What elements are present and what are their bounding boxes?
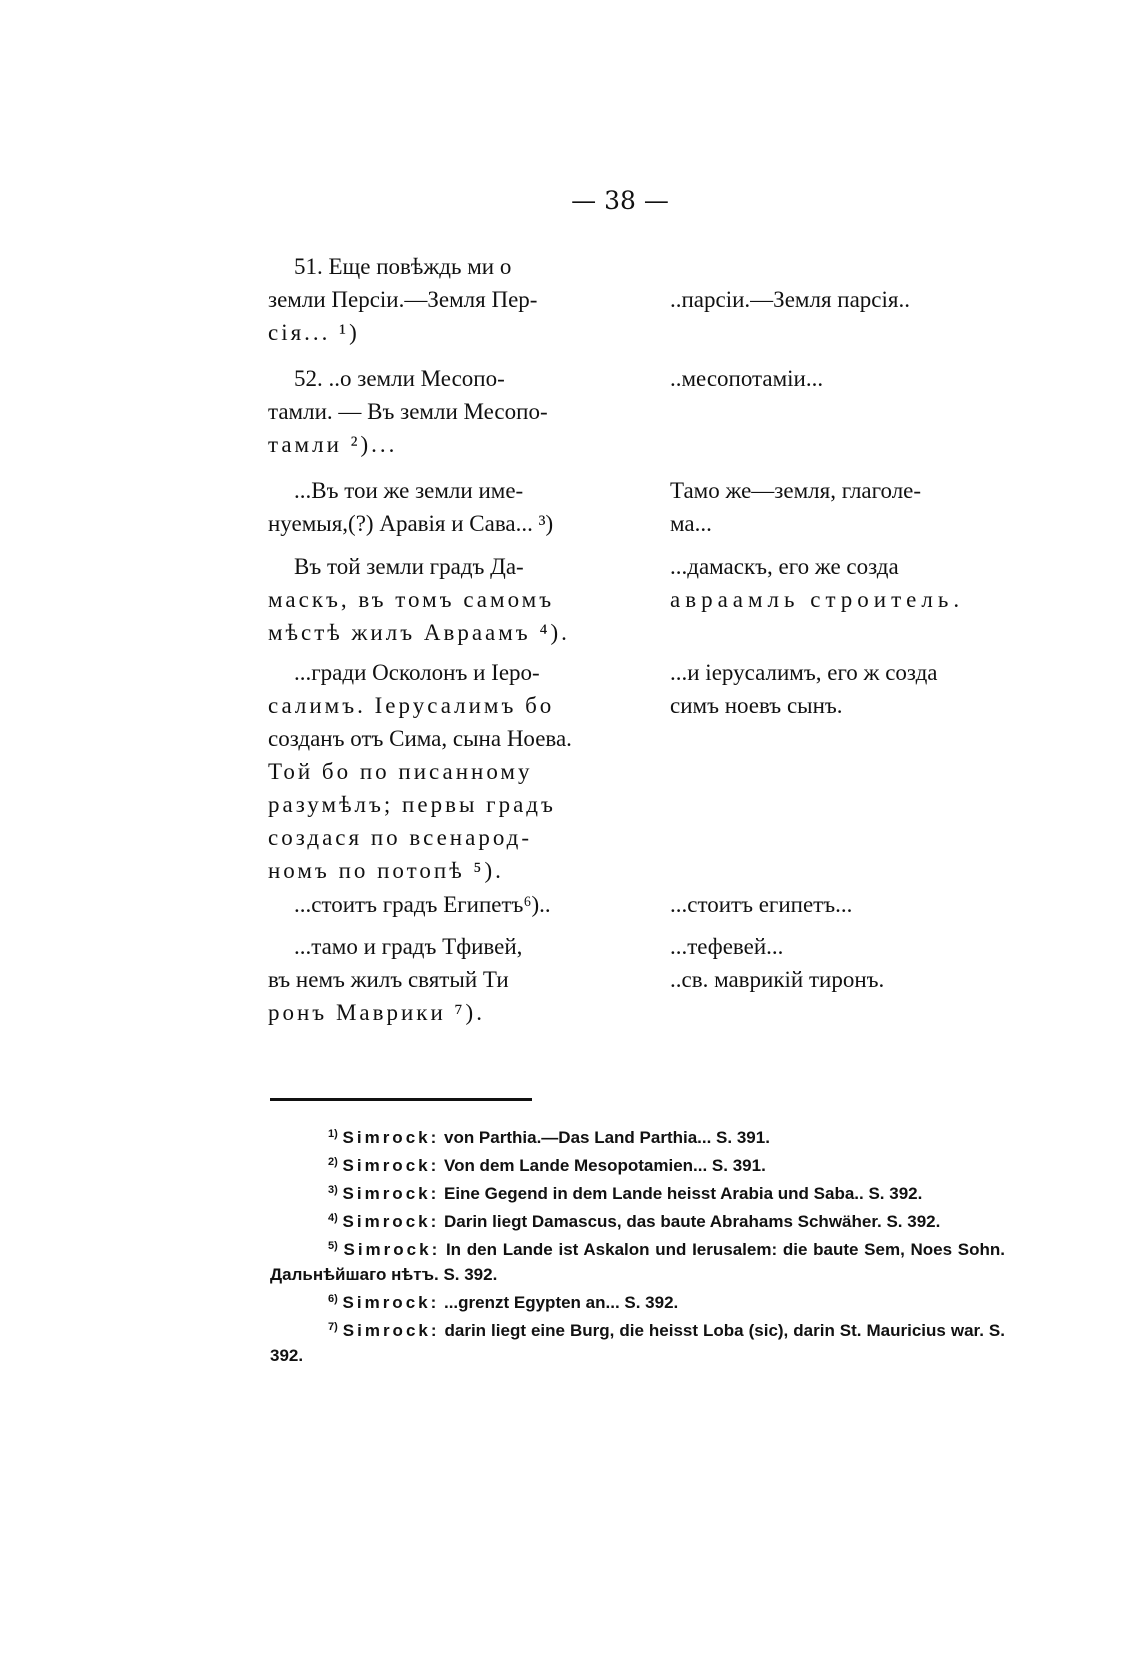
entry-left-column bbox=[268, 474, 618, 540]
text-line: ...гради Осколонъ и Іеро- bbox=[294, 660, 540, 685]
text-line: 51. Еще повѣждь ми о bbox=[294, 254, 512, 279]
text-line: ..парсіи.—Земля парсія.. bbox=[670, 287, 910, 312]
page-number: — 38 — bbox=[571, 186, 669, 215]
text-line: ...тефевей... bbox=[670, 934, 784, 959]
text-line: ..св. маврикій тиронъ. bbox=[670, 967, 885, 992]
entry-right-column bbox=[670, 250, 1000, 316]
entry-right-column bbox=[670, 930, 1000, 996]
text-line: авраамль строитель. bbox=[670, 587, 965, 612]
text-line: 52. ..о земли Месопо- bbox=[294, 366, 505, 391]
text-line: ...дамаскъ, его же созда bbox=[670, 554, 899, 579]
text-line: земли Персіи.—Земля Пер- bbox=[268, 287, 538, 312]
text-line: создася по всенарод- bbox=[268, 825, 533, 850]
footnotes bbox=[270, 1122, 1005, 1368]
text-line: Въ той земли градъ Да- bbox=[294, 554, 524, 579]
text-line: сія... ¹) bbox=[268, 320, 360, 345]
text-line: мѣстѣ жилъ Авраамъ ⁴). bbox=[268, 620, 570, 645]
text-line: нуемыя,(?) Аравія и Сава... ³) bbox=[268, 511, 554, 536]
footnote-separator bbox=[270, 1098, 532, 1101]
text-line: ...стоитъ градъ Египетъ⁶).. bbox=[294, 892, 551, 917]
text-line: въ немъ жилъ святый Ти bbox=[268, 967, 509, 992]
entry-right-column bbox=[670, 550, 1000, 616]
entry-left-column bbox=[268, 888, 618, 921]
text-line: маскъ, въ томъ самомъ bbox=[268, 587, 555, 612]
text-line: ма... bbox=[670, 511, 712, 536]
footnote: $^{7)}$ Simrock: darin liegt eine Burg, die heisst Loba (sic), darin St. Mauricius war. S. 392. bbox=[270, 1321, 1005, 1365]
text-line: Той бо по писанному bbox=[268, 759, 533, 784]
text-line: ..месопотаміи... bbox=[670, 366, 824, 391]
entry-right-column bbox=[670, 474, 1000, 540]
footnote: $^{2)}$ Simrock: Von dem Lande Mesopotamien... S. 391. bbox=[328, 1156, 766, 1175]
entry-left-column bbox=[268, 250, 618, 349]
text-line: ...тамо и градъ Тфивей, bbox=[294, 934, 523, 959]
entry-left-column bbox=[268, 550, 618, 649]
text-line: тамли. — Въ земли Месопо- bbox=[268, 399, 548, 424]
footnote: $^{1)}$ Simrock: von Parthia.—Das Land Parthia... S. 391. bbox=[328, 1128, 770, 1147]
text-line bbox=[670, 250, 1000, 283]
text-line: симъ ноевъ сынъ. bbox=[670, 693, 843, 718]
text-line: ...Въ тои же земли име- bbox=[294, 478, 524, 503]
text-line: Тамо же—земля, глаголе- bbox=[670, 478, 922, 503]
footnote: $^{5)}$ Simrock: In den Lande ist Askalon und Ierusalem: die baute Sem, Noes Sohn. Дальнѣйшаго нѣтъ. S. 392. bbox=[270, 1240, 1005, 1284]
text-line: салимъ. Іерусалимъ бо bbox=[268, 693, 555, 718]
footnote: $^{6)}$ Simrock: ...grenzt Egypten an... S. 392. bbox=[328, 1293, 679, 1312]
entry-left-column bbox=[268, 656, 618, 887]
footnote: $^{4)}$ Simrock: Darin liegt Damascus, das baute Abrahams Schwäher. S. 392. bbox=[328, 1212, 941, 1231]
text-line: разумѣлъ; первы градъ bbox=[268, 792, 556, 817]
footnote: $^{3)}$ Simrock: Eine Gegend in dem Lande heisst Arabia und Saba.. S. 392. bbox=[328, 1184, 923, 1203]
text-line: ронъ Маврики ⁷). bbox=[268, 1000, 485, 1025]
entry-left-column bbox=[268, 362, 618, 461]
entry-right-column bbox=[670, 656, 1000, 722]
text-line: ...стоитъ египетъ... bbox=[670, 892, 853, 917]
text-line: ...и іерусалимъ, его ж созда bbox=[670, 660, 938, 685]
text-line: тамли ²)... bbox=[268, 432, 398, 457]
text-line: номъ по потопѣ ⁵). bbox=[268, 858, 504, 883]
entry-right-column bbox=[670, 888, 1000, 921]
text-line: созданъ отъ Сима, сына Ноева. bbox=[268, 726, 572, 751]
entry-left-column bbox=[268, 930, 618, 1029]
entry-right-column bbox=[670, 362, 1000, 395]
